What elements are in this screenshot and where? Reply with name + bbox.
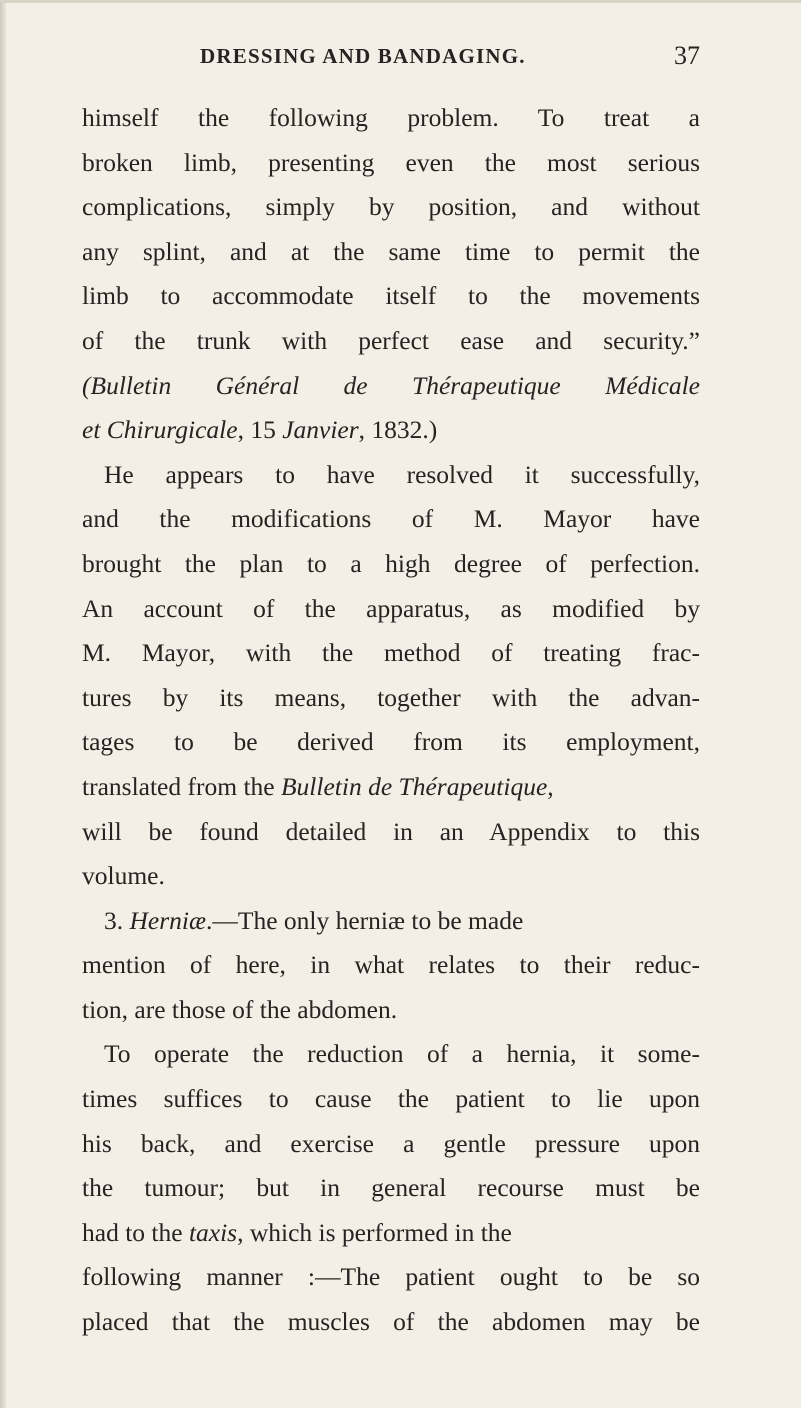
text-line [82,810,700,855]
text-line [82,1211,700,1256]
text-run: , 15 [237,415,283,445]
text-run: following manner :—The patient ought to be so [82,1262,700,1292]
text-run: his back, and exercise a gentle pressure upon [82,1128,700,1158]
text-run: mention of here, in what relates to their reduc- [82,950,700,980]
text-run: , which is performed in the [237,1217,512,1247]
text-run: and the modifications of M. Mayor have [82,504,700,534]
text-line [82,1300,700,1345]
text-line [82,631,700,676]
text-run: will be found detailed in an Appendix to this [82,816,700,846]
text-run: , [547,771,554,801]
text-line [82,943,700,988]
top-page-edge [0,0,801,3]
text-run: had to the [82,1217,189,1247]
section-heading-line [82,899,700,944]
text-line [82,453,700,498]
text-line [82,497,700,542]
text-run: He appears to have resolved it successfully, [104,459,700,489]
page-edge-shadow [0,0,6,1408]
page-number: 37 [674,41,700,70]
text-line [82,1077,700,1122]
emphasis-term: taxis [188,1217,238,1247]
text-run: any splint, and at the same time to permit the [82,236,700,266]
text-run: tages to be derived from its employment, [82,727,700,757]
text-line [82,676,700,721]
citation-month: Janvier [282,415,359,445]
text-run: the tumour; but in general recourse must be [82,1173,700,1203]
text-run: times suffices to cause the patient to lie upon [82,1084,700,1114]
text-run: , 1832.) [358,415,438,445]
citation-title: (Bulletin Général de Thérapeutique Médicale [82,370,700,400]
section-number: 3. [104,905,130,935]
text-line [82,319,700,364]
text-line [82,720,700,765]
text-line [82,96,700,141]
text-line [82,1255,700,1300]
text-run: placed that the muscles of the abdomen may be [82,1307,700,1337]
text-run: limb to accommodate itself to the movements [82,281,700,311]
text-run: tures by its means, together with the advan- [82,682,700,712]
text-run: .—The only herniæ to be made [206,905,524,935]
body-text [82,96,700,1345]
running-head-title: DRESSING AND BANDAGING. [200,44,526,68]
text-line [82,542,700,587]
citation-line [82,364,700,409]
text-run: tion, are those of the abdomen. [82,994,398,1024]
text-line [82,854,700,899]
text-line [82,185,700,230]
text-line [82,1166,700,1211]
running-head [200,36,700,76]
text-run: broken limb, presenting even the most serious [82,147,700,177]
text-line [82,587,700,632]
text-line [82,1032,700,1077]
text-run: An account of the apparatus, as modified by [82,593,700,623]
citation-title: Bulletin de Thérapeutique [280,771,548,801]
text-line [82,274,700,319]
text-run: translated from the [82,771,281,801]
section-title: Herniæ [129,905,206,935]
text-line [82,988,700,1033]
text-run: brought the plan to a high degree of perfection. [82,548,700,578]
text-line [82,1122,700,1167]
text-line [82,141,700,186]
text-run: volume. [82,861,165,891]
text-run: To operate the reduction of a hernia, it some- [104,1039,700,1069]
text-run: himself the following problem. To treat a [82,103,700,132]
text-run: of the trunk with perfect ease and security.” [82,325,700,355]
text-line [82,230,700,275]
citation-title: et Chirurgicale [82,415,238,445]
text-line [82,765,700,810]
text-run: complications, simply by position, and without [82,192,700,222]
text-run: M. Mayor, with the method of treating frac- [82,638,700,668]
citation-line [82,408,700,453]
